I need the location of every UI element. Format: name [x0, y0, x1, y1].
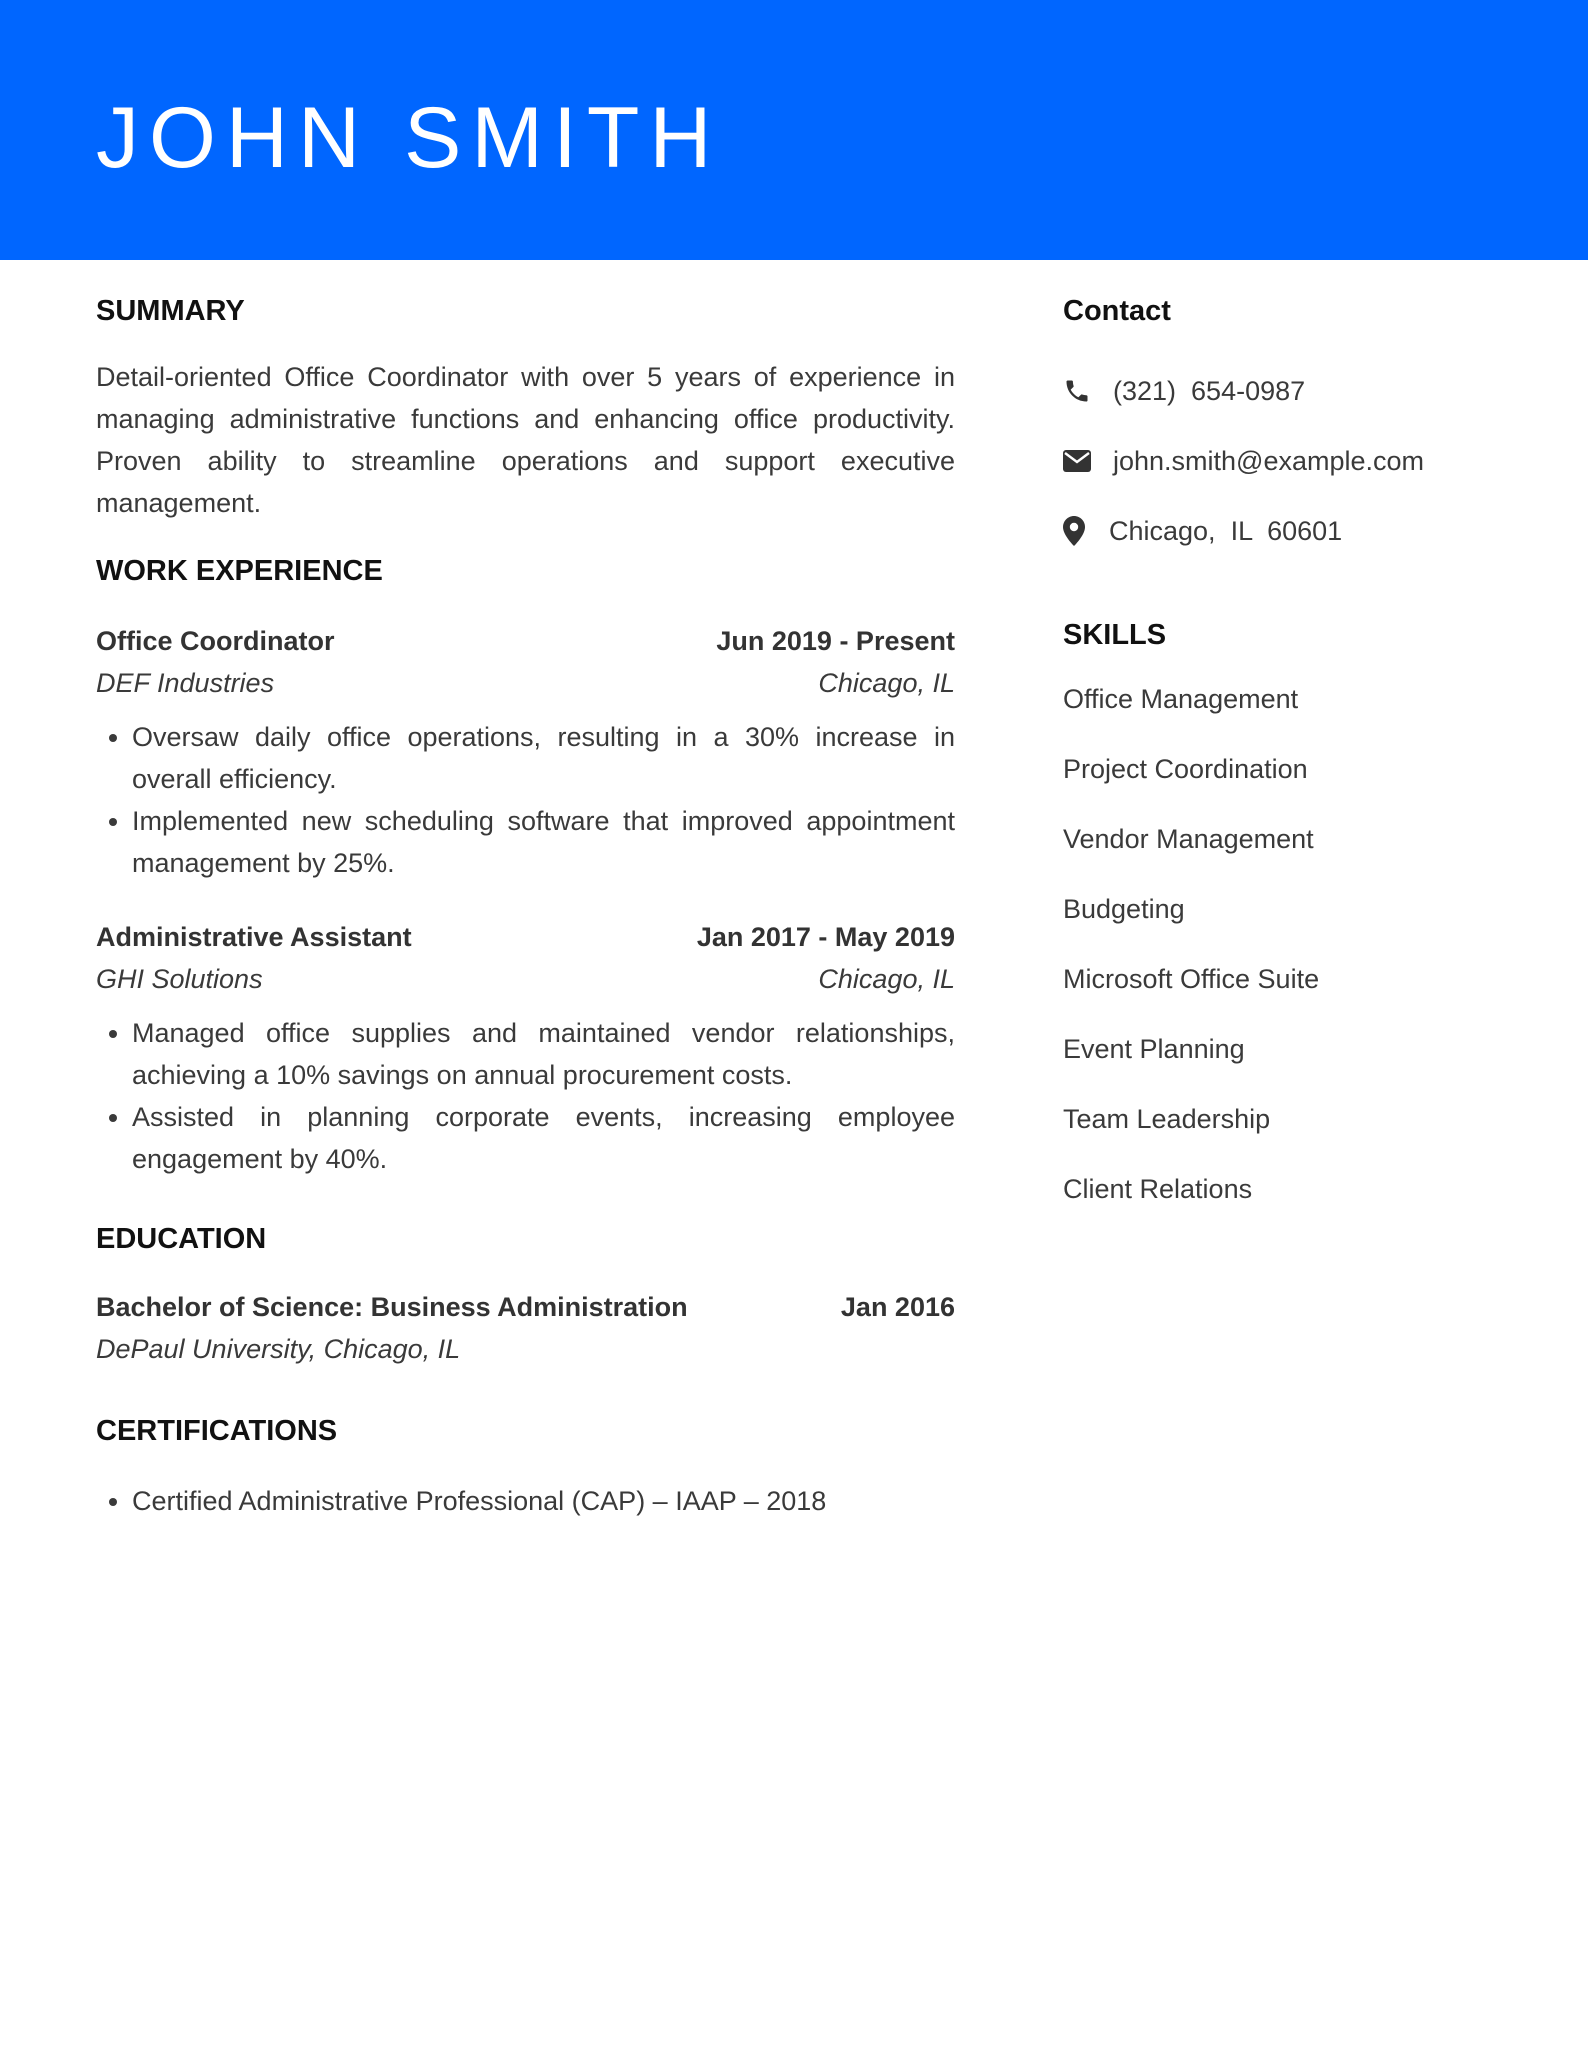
education-header: [96, 1286, 955, 1328]
skill-item: Vendor Management: [1063, 824, 1314, 854]
job-bullet: • Oversaw daily office operations, resulting in a 30% increase in overall efficiency.: [132, 716, 955, 800]
job-entry: [96, 916, 955, 1180]
work-experience-heading: WORK EXPERIENCE: [96, 555, 383, 587]
envelope-icon: [1063, 446, 1093, 476]
job-role: Administrative Assistant: [96, 922, 412, 952]
education-school: DePaul University, Chicago, IL: [96, 1334, 461, 1364]
job-role: Office Coordinator: [96, 626, 335, 656]
contact-email: [1063, 440, 1523, 482]
education-entry: [96, 1286, 955, 1370]
summary-text: Detail-oriented Office Coordinator with over 5 years of experience in managing administrative functions and enhancing office productivity. Proven ability to streamline operations and support executive management.: [96, 362, 955, 518]
header-banner: [0, 0, 1588, 260]
job-company: DEF Industries: [96, 668, 275, 698]
job-entry: [96, 620, 955, 884]
sidebar-column: [1063, 290, 1523, 1210]
skill-item: Client Relations: [1063, 1174, 1253, 1204]
job-header: [96, 916, 955, 958]
job-subheader: [96, 958, 955, 1000]
job-subheader: [96, 662, 955, 704]
job-company: GHI Solutions: [96, 964, 263, 994]
education-subheader: [96, 1328, 955, 1370]
job-bullets: [96, 716, 955, 884]
contact-heading: Contact: [1063, 295, 1171, 327]
certification-item: • Certified Administrative Professional (CAP) – IAAP – 2018: [132, 1480, 955, 1522]
skill-item: Project Coordination: [1063, 754, 1308, 784]
phone-icon: [1063, 376, 1093, 406]
job-bullet: • Managed office supplies and maintained vendor relationships, achieving a 10% savings on annual procurement costs.: [132, 1012, 955, 1096]
summary-heading: SUMMARY: [96, 295, 245, 327]
skill-item: Event Planning: [1063, 1034, 1245, 1064]
certifications-heading: CERTIFICATIONS: [96, 1415, 338, 1447]
skill-item: Microsoft Office Suite: [1063, 964, 1320, 994]
certifications-list: [96, 1480, 955, 1522]
main-column: [96, 290, 955, 1522]
map-marker-icon: [1063, 516, 1087, 546]
education-date: Jan 2016: [840, 1292, 955, 1322]
job-location: Chicago, IL: [818, 668, 955, 698]
contact-phone-text: (321) 654-0987: [1113, 376, 1306, 406]
job-dates: Jan 2017 - May 2019: [696, 922, 955, 952]
job-dates: Jun 2019 - Present: [716, 626, 955, 656]
candidate-name: JOHN SMITH: [96, 90, 722, 186]
job-bullet: • Assisted in planning corporate events, increasing employee engagement by 40%.: [132, 1096, 955, 1180]
contact-email-text: john.smith@example.com: [1113, 446, 1425, 476]
contact-phone: [1063, 370, 1523, 412]
skill-item: Budgeting: [1063, 894, 1185, 924]
skill-item: Team Leadership: [1063, 1104, 1271, 1134]
job-bullets: [96, 1012, 955, 1180]
skills-list: [1063, 678, 1523, 1210]
job-bullet: • Implemented new scheduling software that improved appointment management by 25%.: [132, 800, 955, 884]
education-degree: Bachelor of Science: Business Administration: [96, 1292, 688, 1322]
contact-location: [1063, 510, 1523, 552]
skill-item: Office Management: [1063, 684, 1299, 714]
job-location: Chicago, IL: [818, 964, 955, 994]
education-heading: EDUCATION: [96, 1223, 267, 1255]
skills-heading: SKILLS: [1063, 619, 1167, 651]
contact-location-text: Chicago, IL 60601: [1109, 516, 1343, 546]
job-header: [96, 620, 955, 662]
